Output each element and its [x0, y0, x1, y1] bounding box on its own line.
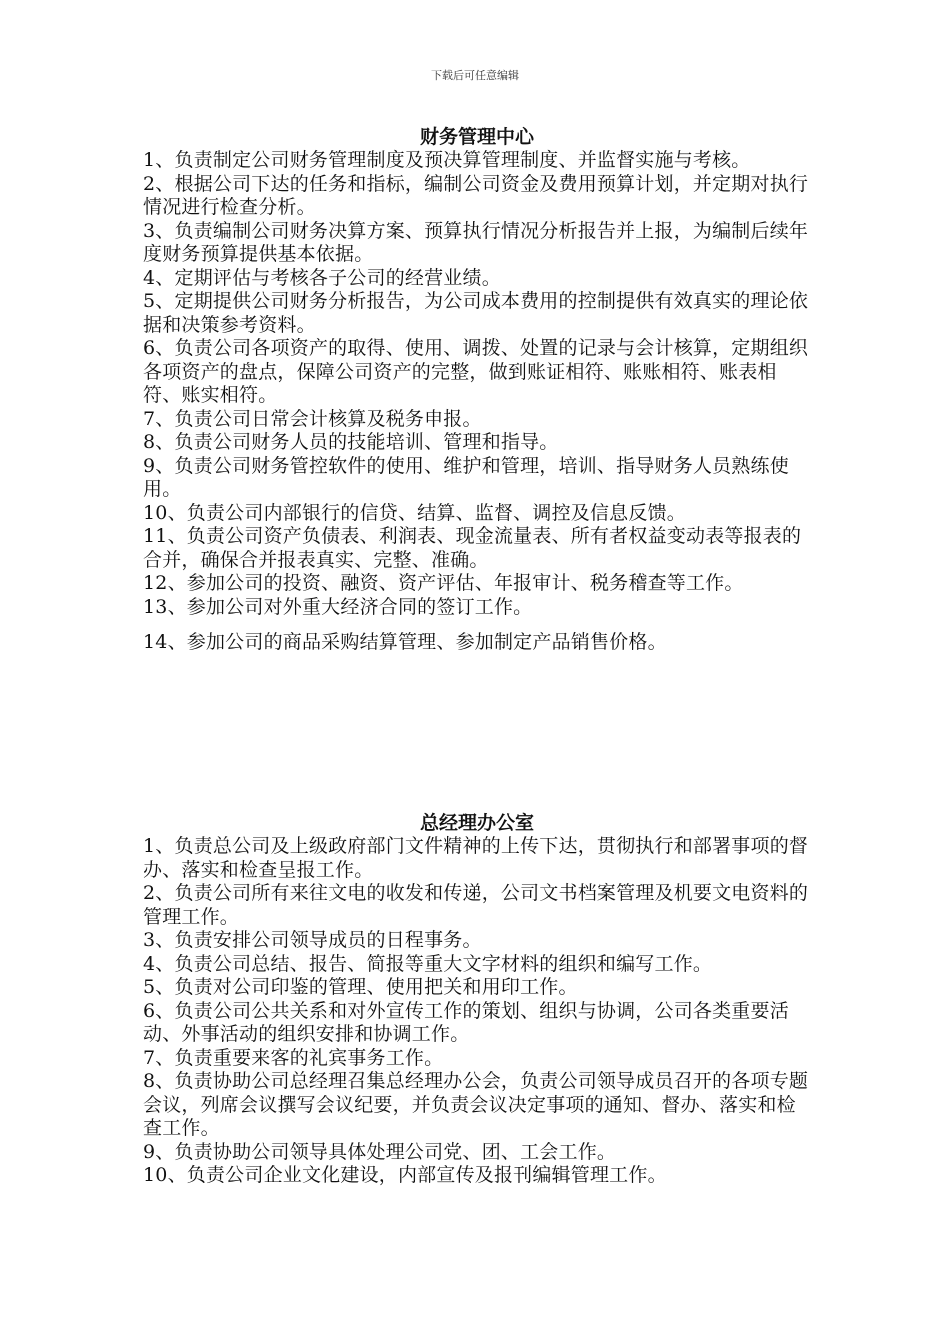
list-item: 5、定期提供公司财务分析报告，为公司成本费用的控制提供有效真实的理论依据和决策参考资料。: [143, 290, 809, 336]
header-note: 下载后可任意编辑: [431, 69, 519, 82]
list-item: 7、负责重要来客的礼宾事务工作。: [143, 1046, 444, 1069]
list-item: 13、参加公司对外重大经济合同的签订工作。: [143, 595, 533, 618]
list-item: 7、负责公司日常会计核算及税务申报。: [143, 407, 482, 430]
list-item: 8、负责协助公司总经理召集总经理办公会，负责公司领导成员召开的各项专题会议，列席会议撰写会议纪要，并负责会议决定事项的通知、督办、落实和检查工作。: [143, 1070, 809, 1139]
list-item: 3、负责编制公司财务决算方案、预算执行情况分析报告并上报，为编制后续年度财务预算提供基本依据。: [143, 219, 809, 265]
list-item: 3、负责安排公司领导成员的日程事务。: [143, 929, 482, 951]
list-item: 14、参加公司的商品采购结算管理、参加制定产品销售价格。: [143, 631, 667, 653]
section-general-manager-office: [143, 811, 811, 1188]
list-item: 10、负责公司企业文化建设，内部宣传及报刊编辑管理工作。: [143, 1164, 667, 1186]
list-item: 6、负责公司公共关系和对外宣传工作的策划、组织与协调，公司各类重要活动、外事活动的组织安排和协调工作。: [143, 999, 789, 1045]
list-item: 5、负责对公司印鉴的管理、使用把关和用印工作。: [143, 976, 578, 998]
list-item: 4、定期评估与考核各子公司的经营业绩。: [143, 266, 501, 289]
list-item: 1、负责总公司及上级政府部门文件精神的上传下达，贯彻执行和部署事项的督办、落实和检查呈报工作。: [143, 835, 809, 881]
list-item: 2、负责公司所有来往文电的收发和传递，公司文书档案管理及机要文电资料的管理工作。: [143, 882, 809, 928]
list-item: 8、负责公司财务人员的技能培训、管理和指导。: [143, 431, 559, 453]
list-item: 9、负责公司财务管控软件的使用、维护和管理，培训、指导财务人员熟练使用。: [143, 454, 789, 500]
list-item: 6、负责公司各项资产的取得、使用、调拨、处置的记录与会计核算，定期组织各项资产的盘点，保障公司资产的完整，做到账证相符、账账相符、账表相符、账实相符。: [143, 337, 809, 406]
list-item: 2、根据公司下达的任务和指标，编制公司资金及费用预算计划，并定期对执行情况进行检查分析。: [143, 172, 809, 218]
list-item: 9、负责协助公司领导具体处理公司党、团、工会工作。: [143, 1140, 617, 1163]
section-title: 总经理办公室: [419, 812, 534, 834]
list-item: 10、负责公司内部银行的信贷、结算、监督、调控及信息反馈。: [143, 501, 686, 524]
list-item: 1、负责制定公司财务管理制度及预决算管理制度、并监督实施与考核。: [143, 149, 751, 171]
section-finance-center: [143, 125, 811, 655]
list-item: 11、负责公司资产负债表、利润表、现金流量表、所有者权益变动表等报表的合并，确保合并报表真实、完整、准确。: [143, 525, 802, 571]
list-item: 4、负责公司总结、报告、简报等重大文字材料的组织和编写工作。: [143, 952, 713, 975]
section-title: 财务管理中心: [419, 126, 534, 148]
list-item: 12、参加公司的投资、融资、资产评估、年报审计、税务稽查等工作。: [143, 572, 744, 594]
